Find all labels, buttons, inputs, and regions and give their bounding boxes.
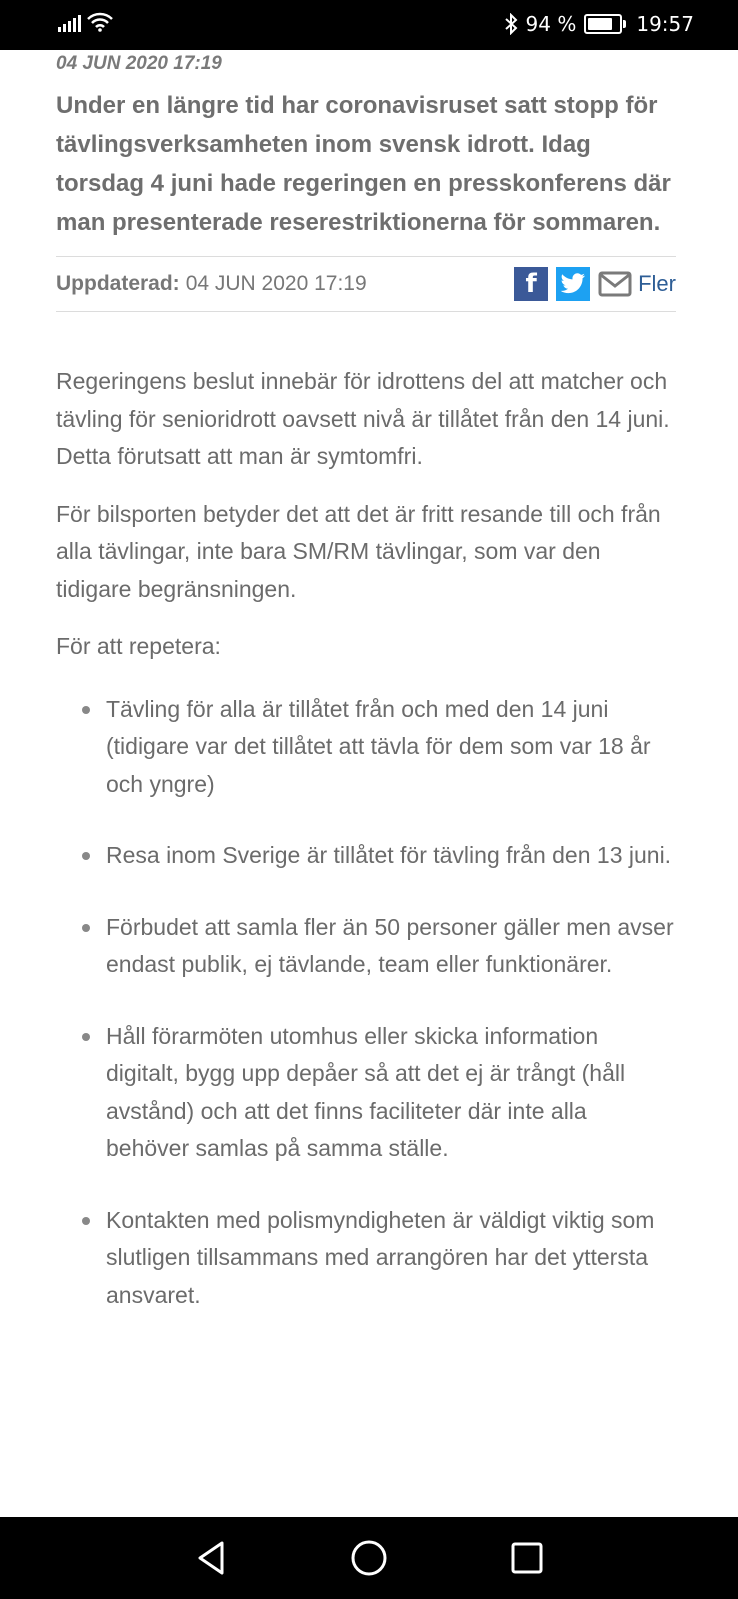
twitter-share-button[interactable] <box>556 267 590 301</box>
paragraph-1: Regeringens beslut innebär för idrottens del att matcher och tävling för senioridrott oavsett nivå är tillåtet från den 14 juni. Detta förutsatt att man är symtomfri. <box>56 368 670 469</box>
email-share-button[interactable] <box>598 267 632 301</box>
updated-label: Uppdaterad: <box>56 272 180 295</box>
signal-icon <box>58 12 81 32</box>
article-dateline: 04 JUN 2020 17:19 <box>56 53 222 74</box>
home-icon[interactable] <box>350 1539 388 1577</box>
mail-icon <box>598 267 632 301</box>
article-ingress: Under en längre tid har coronavisruset satt stopp för tävlingsverksamheten inom svensk idrott. Idag torsdag 4 juni hade regeringen en presskonferens där man presenterade reserestriktionerna för sommaren. <box>56 92 671 236</box>
updated-date: 04 JUN 2020 17:19 <box>185 272 367 295</box>
more-share-link[interactable]: Fler <box>638 271 676 296</box>
bluetooth-icon <box>504 13 518 35</box>
back-icon[interactable] <box>192 1539 230 1577</box>
list-item: Resa inom Sverige är tillåtet för tävling från den 13 juni. <box>106 837 676 875</box>
list-item: Tävling för alla är tillåtet från och med den 14 juni (tidigare var det tillåtet att tävla för dem som var 18 år och yngre) <box>106 691 676 804</box>
battery-icon <box>584 14 622 34</box>
list-item: Förbudet att samla fler än 50 personer gäller men avser endast publik, ej tävlande, team eller funktionärer. <box>106 909 676 984</box>
meta-row <box>56 257 676 311</box>
twitter-icon <box>560 273 586 295</box>
bullet-list <box>56 691 676 1315</box>
clock: 19:57 <box>636 12 694 36</box>
divider-bottom <box>56 311 676 312</box>
share-buttons <box>514 267 676 301</box>
wifi-icon <box>87 12 113 32</box>
battery-percent: 94 % <box>525 12 577 36</box>
article <box>56 50 676 1348</box>
list-item: Håll förarmöten utomhus eller skicka information digitalt, bygg upp depåer så att det ej är trångt (håll avstånd) och att det finns faciliteter där inte alla behöver samlas på samma ställe. <box>106 1018 676 1168</box>
paragraph-2: För bilsporten betyder det att det är fritt resande till och från alla tävlingar, inte bara SM/RM tävlingar, som var den tidigare begränsningen. <box>56 500 661 602</box>
recents-icon[interactable] <box>508 1539 546 1577</box>
facebook-icon: f <box>525 269 537 299</box>
paragraph-3: För att repetera: <box>56 633 221 659</box>
list-item: Kontakten med polismyndigheten är väldigt viktig som slutligen tillsammans med arrangören har det yttersta ansvaret. <box>106 1202 676 1315</box>
status-bar <box>0 0 738 50</box>
facebook-share-button[interactable] <box>514 267 548 301</box>
navigation-bar <box>0 1517 738 1599</box>
